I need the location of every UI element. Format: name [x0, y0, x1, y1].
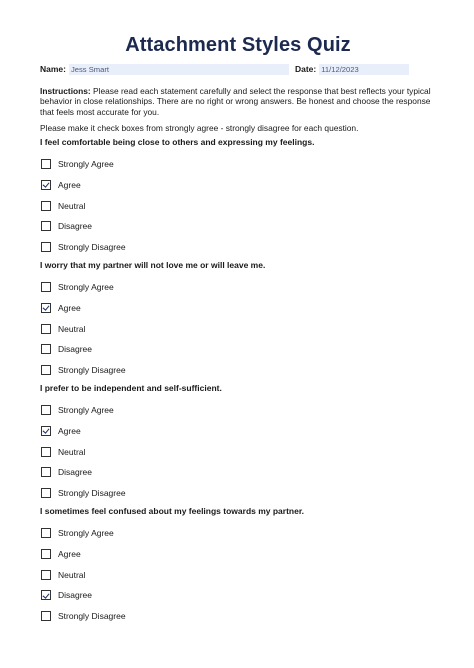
- question-text: I sometimes feel confused about my feelings towards my partner.: [40, 505, 305, 516]
- option-item[interactable]: [40, 360, 436, 381]
- option-item[interactable]: [40, 523, 436, 544]
- option-item[interactable]: [40, 420, 436, 441]
- option-label: Disagree: [58, 344, 93, 355]
- checkbox[interactable]: [41, 201, 51, 211]
- option-item[interactable]: [40, 441, 436, 462]
- question-text: I worry that my partner will not love me or will leave me.: [40, 259, 266, 270]
- checkbox[interactable]: [41, 344, 51, 354]
- checkbox-checked[interactable]: [41, 303, 51, 313]
- checkbox[interactable]: [41, 447, 51, 457]
- option-item[interactable]: [40, 585, 436, 606]
- name-label: Name:: [40, 64, 66, 74]
- option-label: Strongly Agree: [58, 159, 114, 170]
- option-item[interactable]: [40, 237, 436, 258]
- instructions-label: Instructions:: [40, 86, 91, 96]
- option-label: Disagree: [58, 221, 93, 232]
- option-item[interactable]: [40, 277, 436, 298]
- option-label: Neutral: [58, 569, 86, 580]
- option-item[interactable]: [40, 462, 436, 483]
- question-list: [40, 137, 436, 627]
- date-field[interactable]: 11/12/2023: [319, 64, 409, 75]
- checkbox-checked[interactable]: [41, 426, 51, 436]
- option-item[interactable]: [40, 216, 436, 237]
- checkbox[interactable]: [41, 365, 51, 375]
- checkbox[interactable]: [41, 221, 51, 231]
- option-label: Disagree: [58, 590, 93, 601]
- checkbox[interactable]: [41, 242, 51, 252]
- option-label: Disagree: [58, 467, 93, 478]
- option-item[interactable]: [40, 606, 436, 627]
- checkbox-checked[interactable]: [41, 180, 51, 190]
- option-item[interactable]: [40, 154, 436, 175]
- option-label: Neutral: [58, 200, 86, 211]
- option-item[interactable]: [40, 297, 436, 318]
- option-label: Strongly Disagree: [58, 242, 126, 253]
- option-list: [40, 400, 436, 504]
- option-list: [40, 154, 436, 258]
- checkbox-checked[interactable]: [41, 590, 51, 600]
- option-item[interactable]: [40, 195, 436, 216]
- option-label: Agree: [58, 179, 81, 190]
- option-item[interactable]: [40, 543, 436, 564]
- name-field[interactable]: Jess Smart: [69, 64, 289, 75]
- question-block: [40, 260, 436, 381]
- question-text: I prefer to be independent and self-sufficient.: [40, 382, 222, 393]
- option-item[interactable]: [40, 483, 436, 504]
- instructions: [40, 86, 436, 117]
- option-label: Strongly Agree: [58, 404, 114, 415]
- checkbox[interactable]: [41, 467, 51, 477]
- checkbox[interactable]: [41, 488, 51, 498]
- option-label: Strongly Agree: [58, 527, 114, 538]
- option-item[interactable]: [40, 564, 436, 585]
- checkbox[interactable]: [41, 324, 51, 334]
- option-item[interactable]: [40, 400, 436, 421]
- checkbox[interactable]: [41, 282, 51, 292]
- question-block: [40, 383, 436, 504]
- question-text: I feel comfortable being close to others and expressing my feelings.: [40, 136, 315, 147]
- option-list: [40, 277, 436, 381]
- option-label: Strongly Disagree: [58, 611, 126, 622]
- instructions-text: Please read each statement carefully and select the response that best reflects your typical behavior in close relationships. There are no right or wrong answers. Be honest and choose the response that feels most accurate for you.: [40, 86, 431, 117]
- question-block: [40, 506, 436, 627]
- option-label: Strongly Disagree: [58, 365, 126, 376]
- option-label: Neutral: [58, 323, 86, 334]
- note-text: Please make it check boxes from strongly agree - strongly disagree for each question.: [40, 123, 359, 134]
- option-label: Neutral: [58, 446, 86, 457]
- checkbox[interactable]: [41, 570, 51, 580]
- option-label: Strongly Disagree: [58, 488, 126, 499]
- option-label: Agree: [58, 425, 81, 436]
- option-item[interactable]: [40, 174, 436, 195]
- page-title: Attachment Styles Quiz: [125, 34, 351, 56]
- option-item[interactable]: [40, 318, 436, 339]
- header-fields: [40, 62, 436, 76]
- checkbox[interactable]: [41, 549, 51, 559]
- option-item[interactable]: [40, 339, 436, 360]
- option-label: Agree: [58, 548, 81, 559]
- checkbox[interactable]: [41, 528, 51, 538]
- question-block: [40, 137, 436, 258]
- date-label: Date:: [294, 64, 317, 74]
- checkbox[interactable]: [41, 611, 51, 621]
- option-list: [40, 523, 436, 627]
- option-label: Agree: [58, 302, 81, 313]
- option-label: Strongly Agree: [58, 282, 114, 292]
- checkbox[interactable]: [41, 405, 51, 415]
- checkbox[interactable]: [41, 159, 51, 169]
